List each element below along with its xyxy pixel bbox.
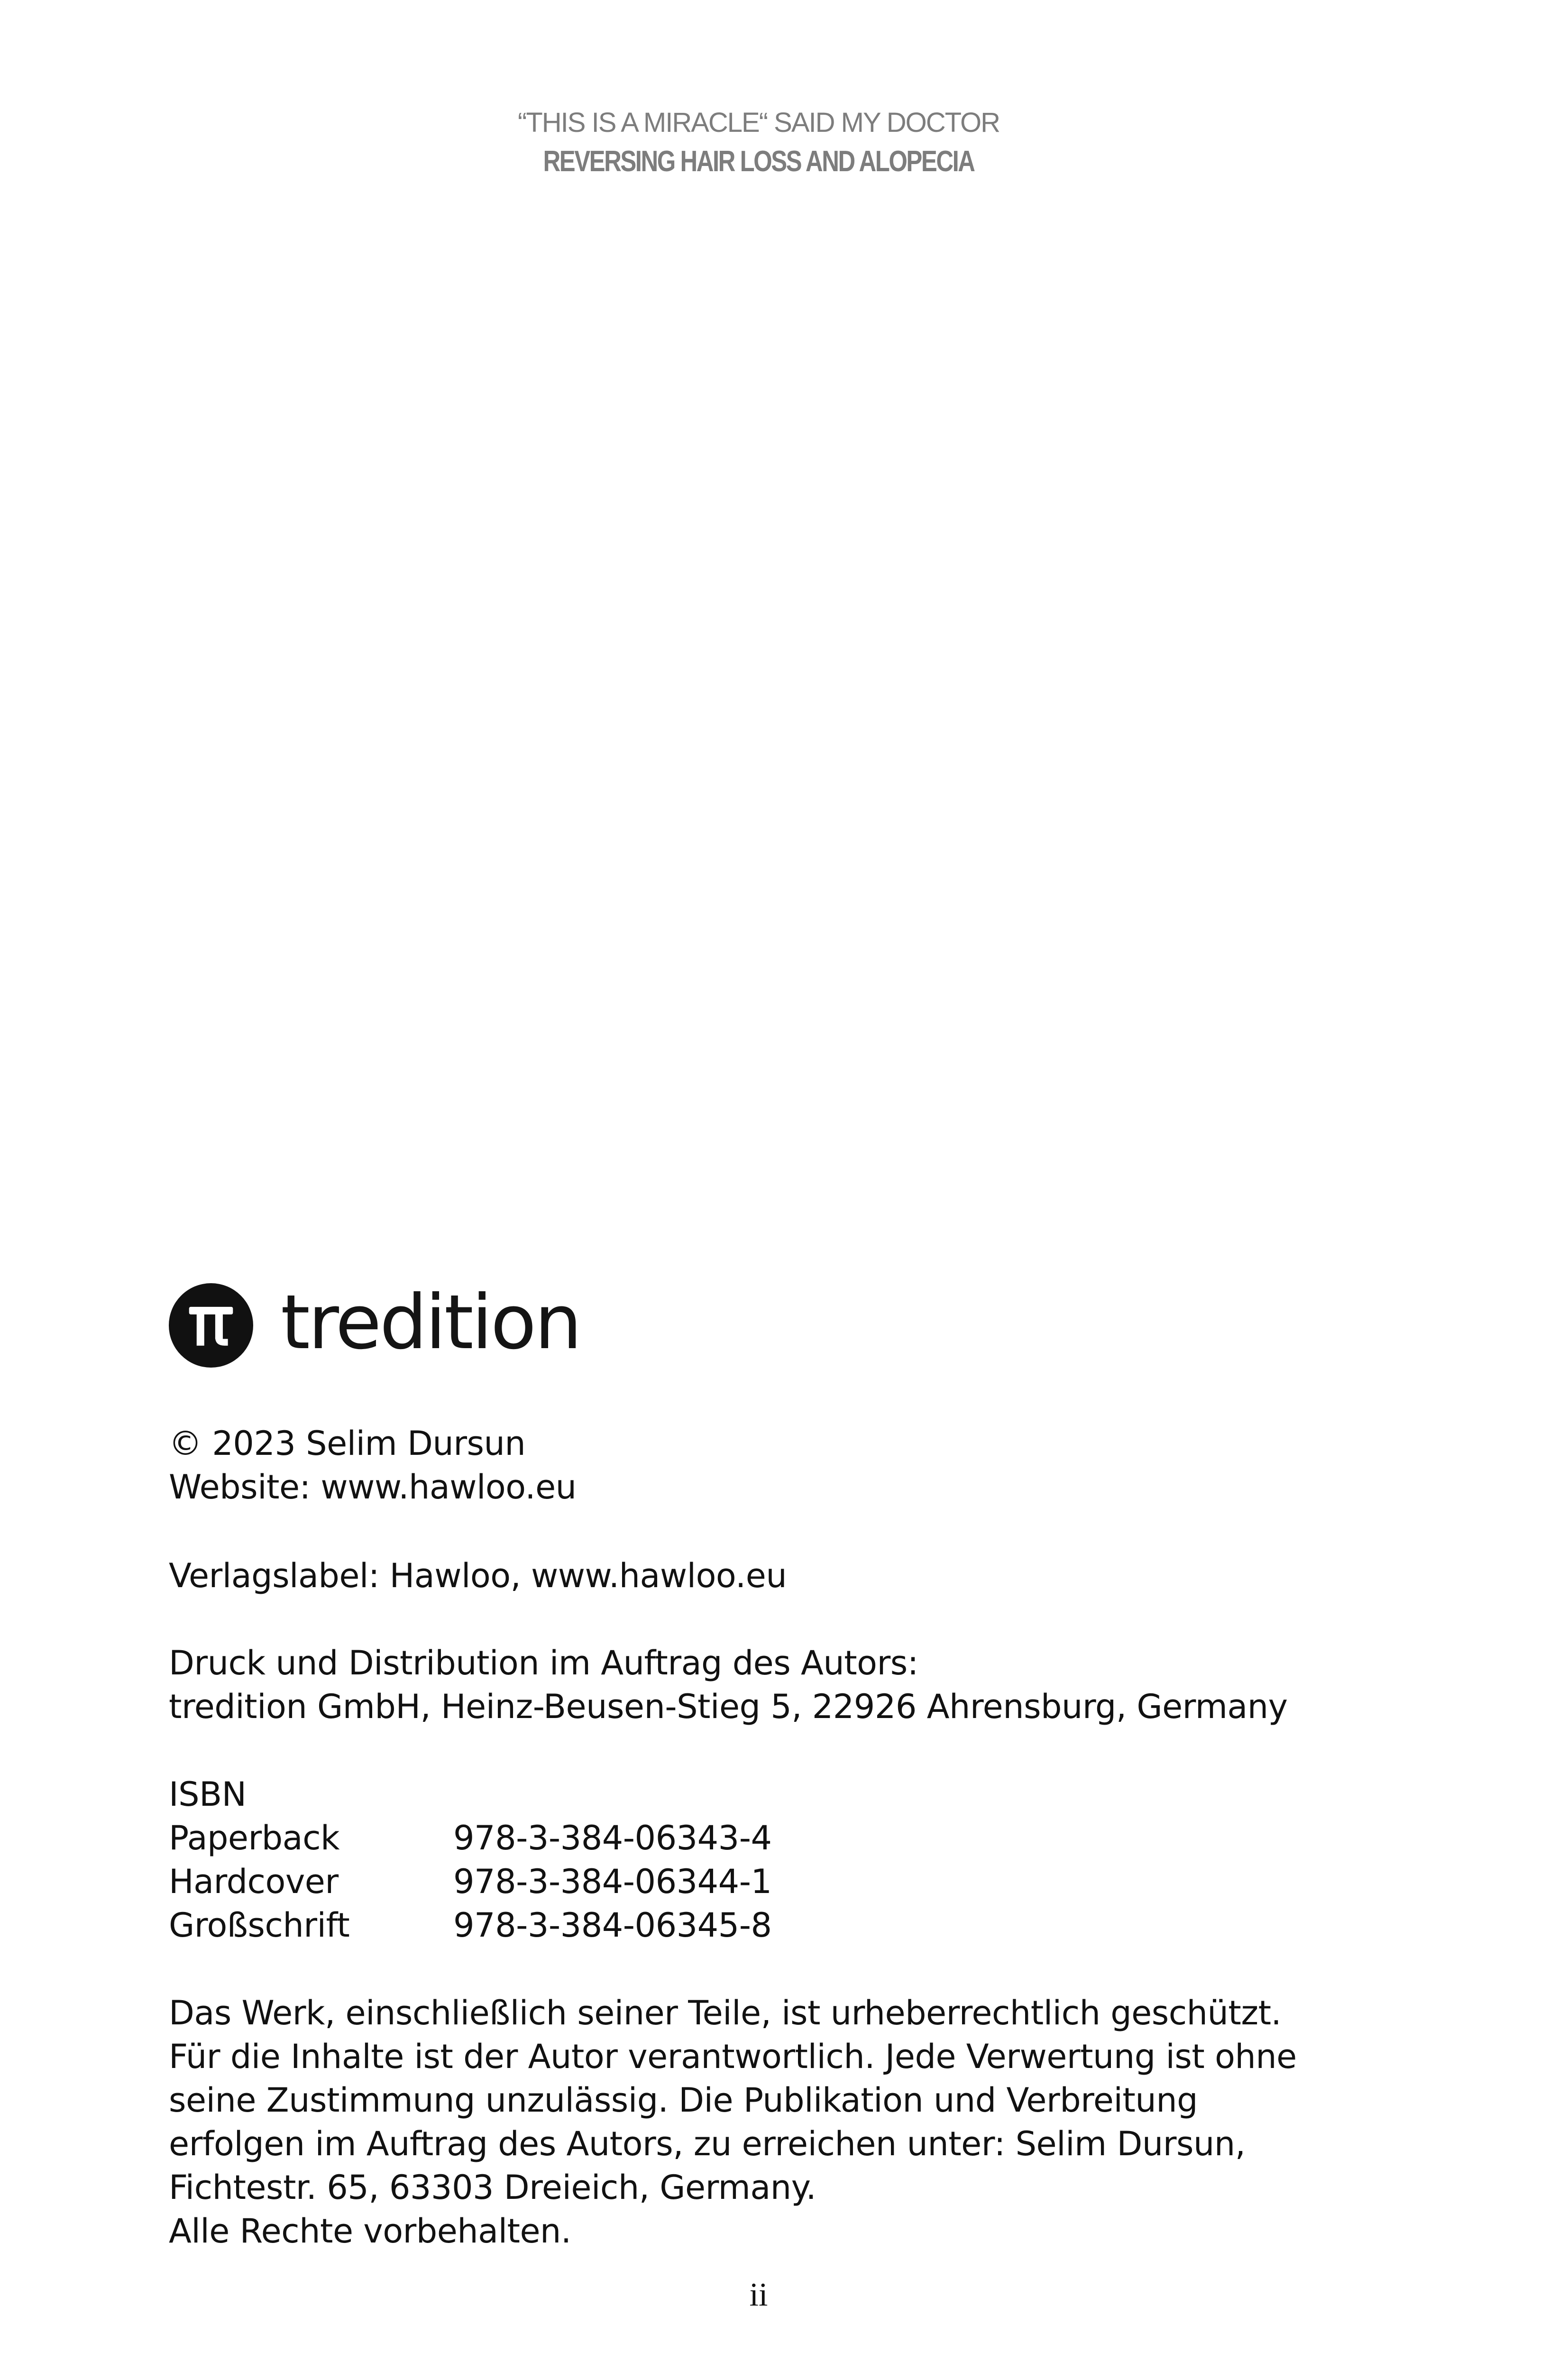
isbn-block (169, 1773, 772, 1947)
distribution-line-1: Druck und Distribution im Auftrag des Autors: (169, 1644, 918, 1682)
tredition-logo-icon (169, 1283, 253, 1368)
publisher-label: Verlagslabel: Hawloo, www.hawloo.eu (169, 1556, 787, 1595)
legal-line: seine Zustimmung unzulässig. Die Publikation und Verbreitung (169, 2081, 1198, 2120)
author-website: Website: www.hawloo.eu (169, 1468, 577, 1507)
isbn-number: 978-3-384-06345-8 (453, 1906, 772, 1945)
running-header-title: “THIS IS A MIRACLE“ SAID MY DOCTOR (518, 107, 999, 138)
copyright-line: © 2023 Selim Dursun (169, 1424, 526, 1463)
distribution-line-2: tredition GmbH, Heinz-Beusen-Stieg 5, 22926 Ahrensburg, Germany (169, 1687, 1288, 1726)
legal-line: Fichtestr. 65, 63303 Dreieich, Germany. (169, 2168, 816, 2207)
isbn-row (169, 1816, 772, 1860)
isbn-number: 978-3-384-06343-4 (453, 1819, 772, 1857)
legal-notice-block (169, 1991, 1297, 2253)
legal-line: Das Werk, einschließlich seiner Teile, ist urheberrechtlich geschützt. (169, 1994, 1282, 2032)
page-number: ii (749, 2277, 768, 2313)
isbn-format: Paperback (169, 1819, 340, 1857)
isbn-format: Hardcover (169, 1862, 339, 1901)
legal-line: Alle Rechte vorbehalten. (169, 2212, 571, 2251)
publisher-logo-text: tredition (281, 1279, 580, 1366)
legal-line: erfolgen im Auftrag des Autors, zu erreichen unter: Selim Dursun, (169, 2124, 1246, 2163)
isbn-row (169, 1903, 772, 1947)
running-header-subtitle: REVERSING HAIR LOSS AND ALOPECIA (543, 145, 974, 178)
legal-line: Für die Inhalte ist der Autor verantwortlich. Jede Verwertung ist ohne (169, 2037, 1297, 2076)
distribution-block (169, 1641, 1288, 1728)
publisher-logo (169, 1279, 580, 1368)
publisher-label-block (169, 1554, 787, 1598)
isbn-number: 978-3-384-06344-1 (453, 1862, 772, 1901)
isbn-heading: ISBN (169, 1775, 247, 1814)
isbn-format: Großschrift (169, 1906, 350, 1945)
copyright-block (169, 1422, 577, 1509)
isbn-row (169, 1860, 772, 1903)
